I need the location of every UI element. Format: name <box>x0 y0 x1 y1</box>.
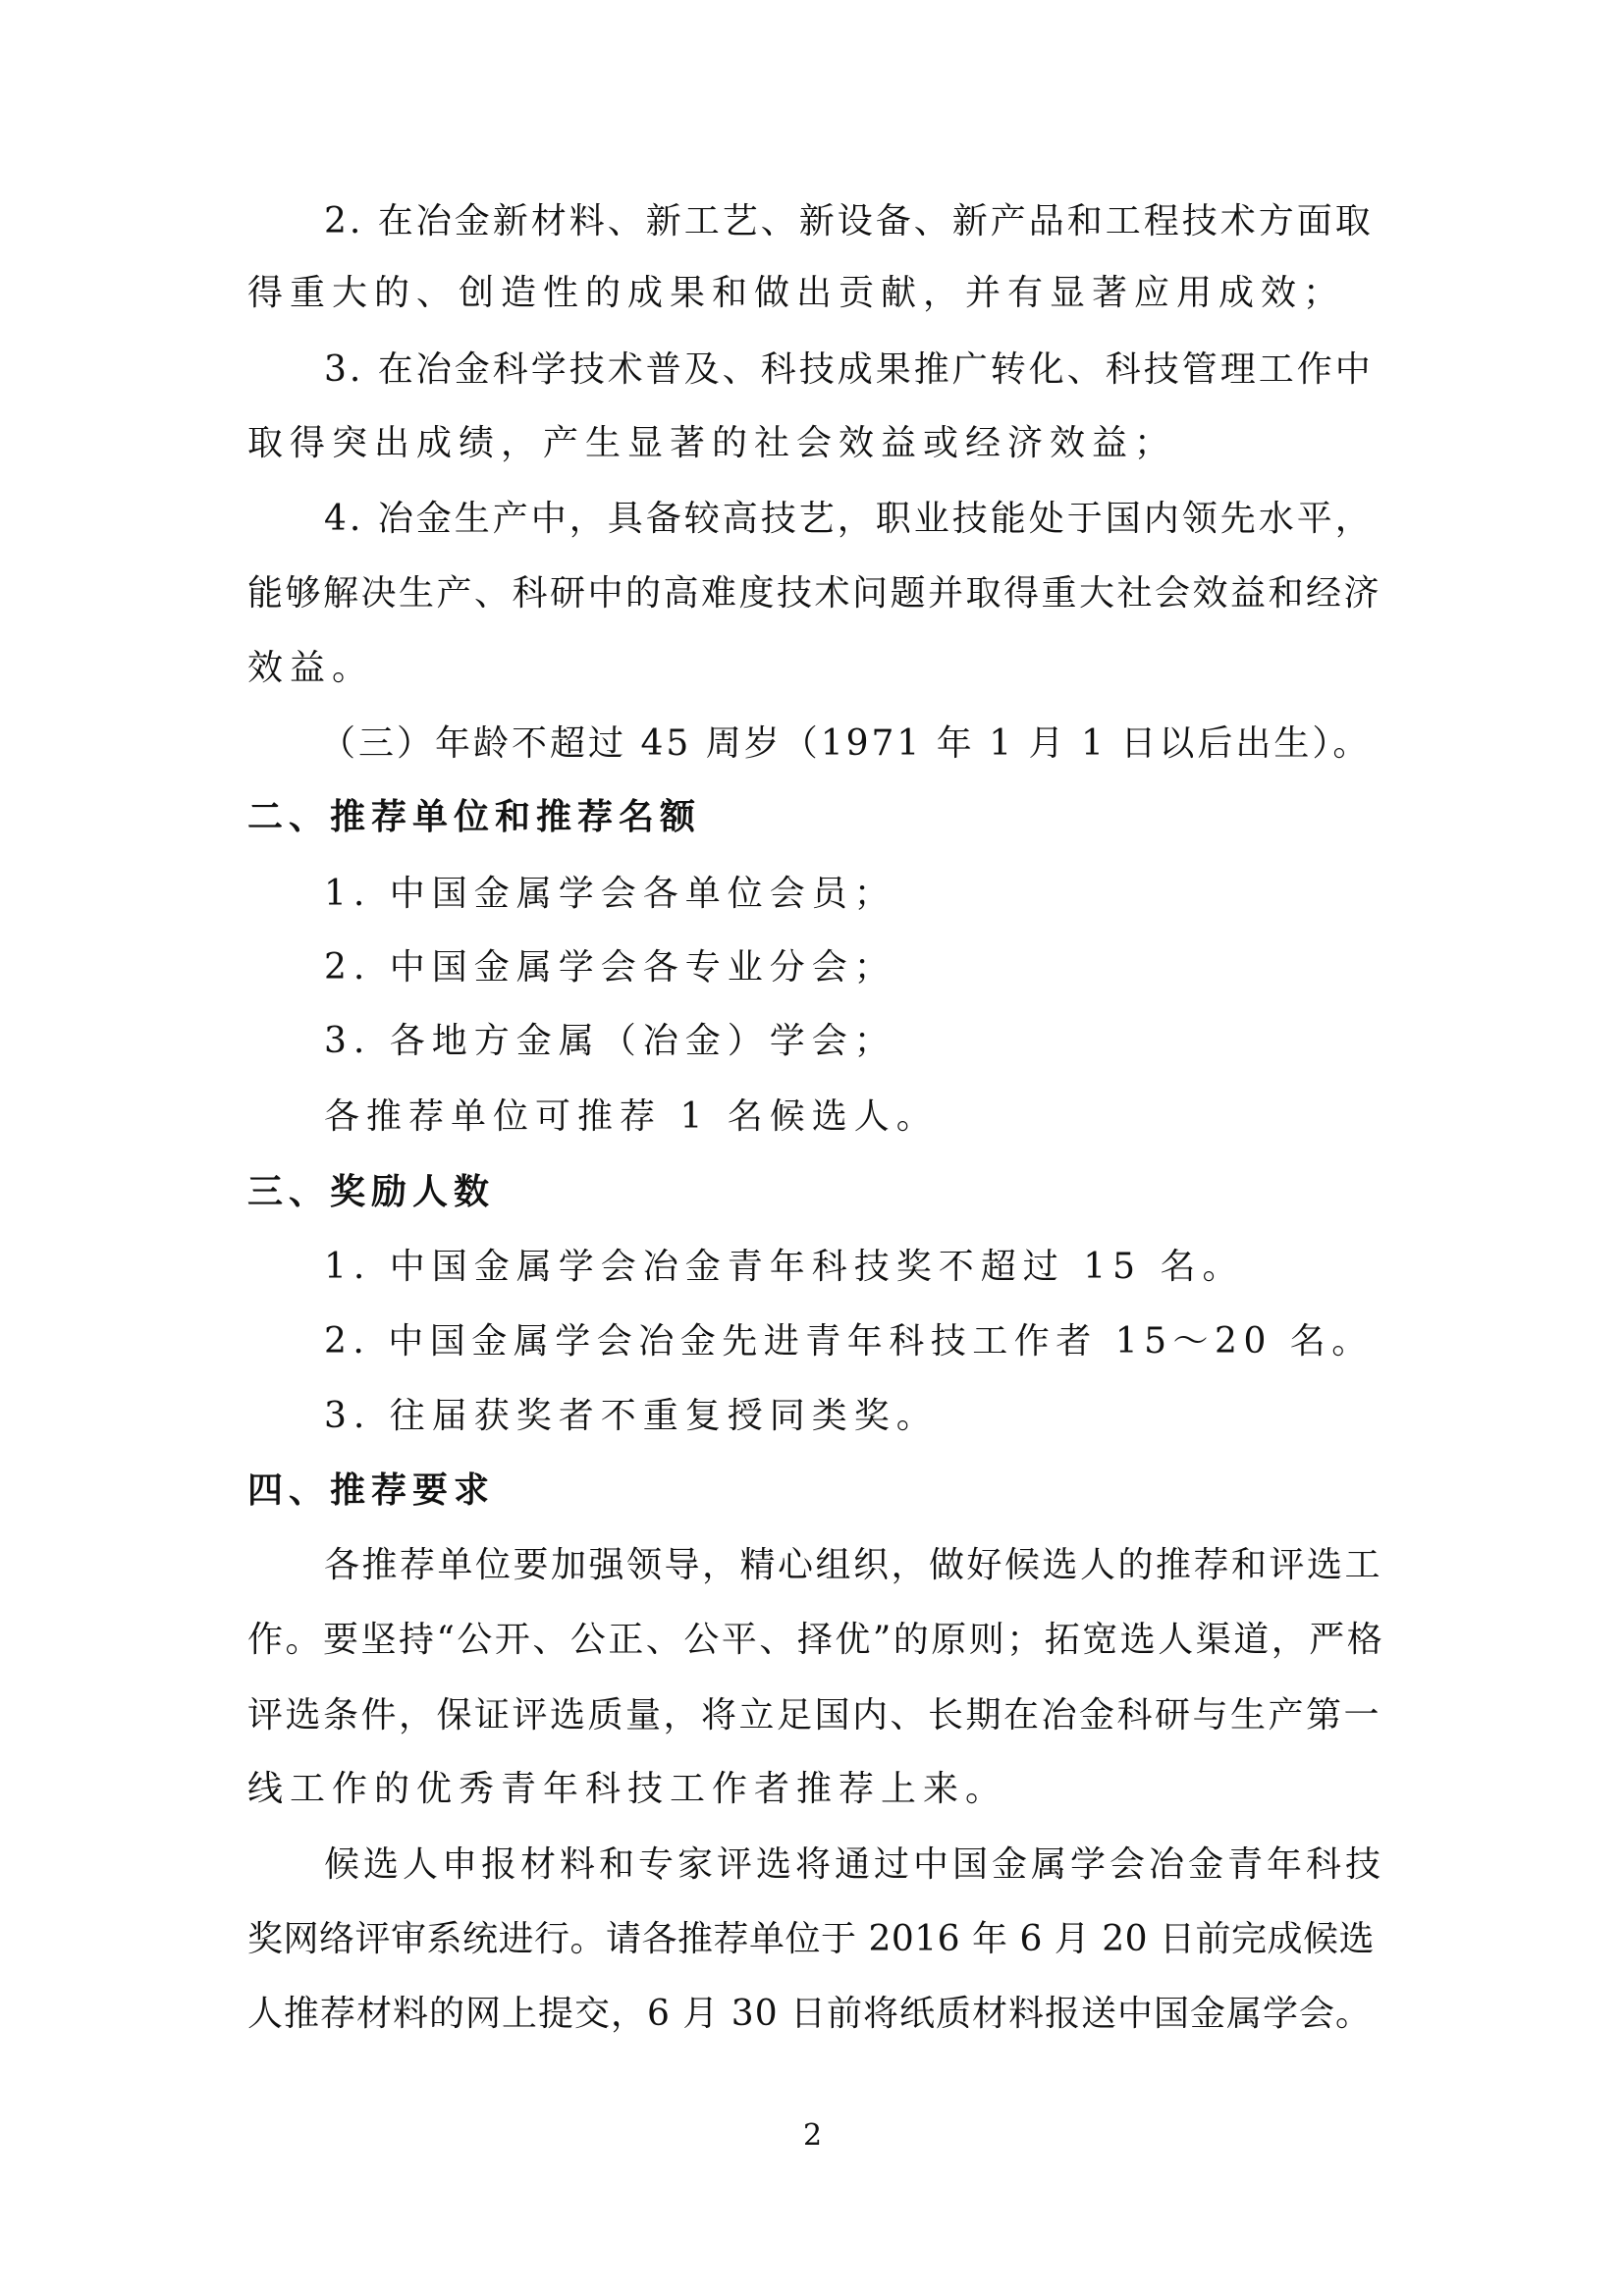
para-item-3-line-1: 3. 在冶金科学技术普及、科技成果推广转化、科技管理工作中 <box>324 349 1374 390</box>
para-requirements-line-4: 线工作的优秀青年科技工作者推荐上来。 <box>247 1769 1008 1809</box>
list-item-award-count-2: 2. 中国金属学会冶金先进青年科技工作者 15～20 名。 <box>324 1321 1374 1362</box>
section-heading-4: 四、推荐要求 <box>247 1470 496 1511</box>
para-submission-line-1: 候选人申报材料和专家评选将通过中国金属学会冶金青年科技 <box>324 1844 1385 1885</box>
para-requirements-line-1: 各推荐单位要加强领导，精心组织，做好候选人的推荐和评选工 <box>324 1545 1383 1585</box>
list-item-unit-members: 1. 中国金属学会各单位会员； <box>324 874 896 914</box>
para-age-limit: （三）年龄不超过 45 周岁（1971 年 1 月 1 日以后出生）。 <box>320 723 1372 764</box>
page-number: 2 <box>803 2118 823 2153</box>
list-item-local-societies: 3. 各地方金属（冶金）学会； <box>324 1021 896 1061</box>
para-quota: 各推荐单位可推荐 1 名候选人。 <box>324 1096 939 1137</box>
list-item-branches: 2. 中国金属学会各专业分会； <box>324 947 896 988</box>
para-requirements-line-2: 作。要坚持“公开、公正、公平、择优”的原则；拓宽选人渠道，严格 <box>247 1620 1385 1660</box>
list-item-award-count-3: 3. 往届获奖者不重复授同类奖。 <box>324 1396 939 1436</box>
para-requirements-line-3: 评选条件，保证评选质量，将立足国内、长期在冶金科研与生产第一 <box>247 1695 1382 1735</box>
section-heading-2: 二、推荐单位和推荐名额 <box>247 797 702 837</box>
list-item-award-count-1: 1. 中国金属学会冶金青年科技奖不超过 15 名。 <box>324 1247 1245 1287</box>
para-item-4-line-1: 4. 冶金生产中，具备较高技艺，职业技能处于国内领先水平， <box>324 499 1374 539</box>
para-item-3-line-2: 取得突出成绩，产生显著的社会效益或经济效益； <box>247 423 1177 463</box>
para-item-4-line-2: 能够解决生产、科研中的高难度技术问题并取得重大社会效益和经济 <box>247 573 1382 614</box>
para-item-2-line-1: 2. 在冶金新材料、新工艺、新设备、新产品和工程技术方面取 <box>324 201 1374 241</box>
para-submission-line-2: 奖网络评审系统进行。请各推荐单位于 2016 年 6 月 20 日前完成候选 <box>247 1919 1375 1959</box>
para-item-2-line-2: 得重大的、创造性的成果和做出贡献，并有显著应用成效； <box>247 273 1346 313</box>
para-submission-line-3: 人推荐材料的网上提交，6 月 30 日前将纸质材料报送中国金属学会。 <box>247 1994 1373 2034</box>
section-heading-3: 三、奖励人数 <box>247 1172 496 1212</box>
para-item-4-line-3: 效益。 <box>247 648 375 688</box>
